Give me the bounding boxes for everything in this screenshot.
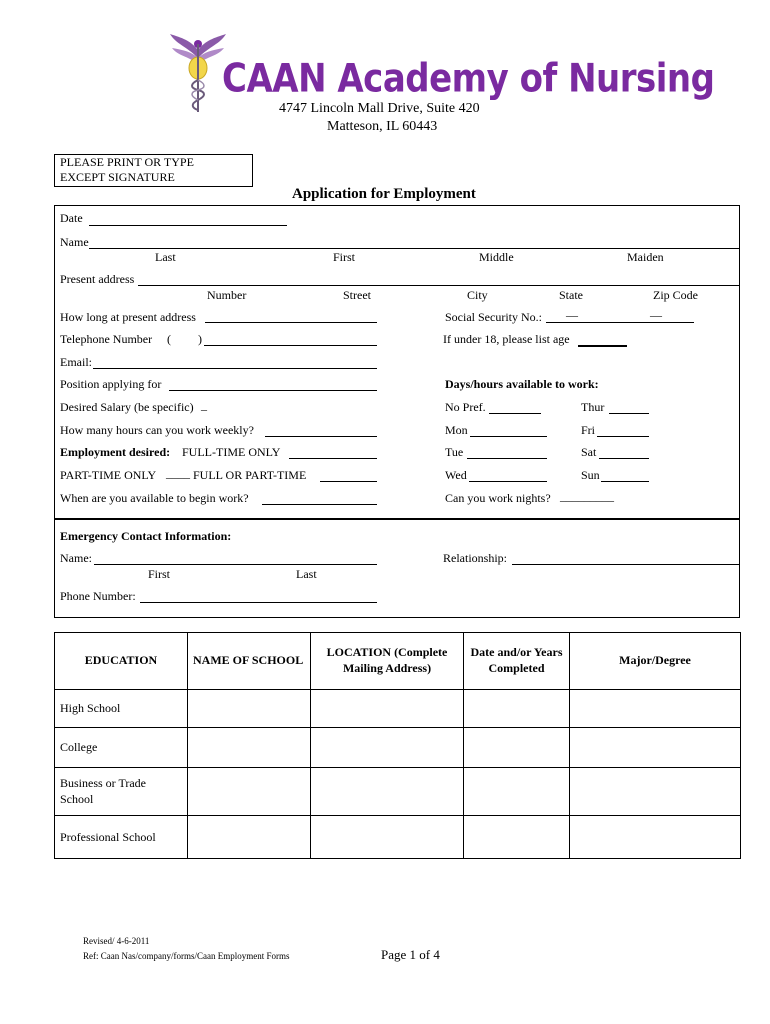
day-tue: Tue — [445, 445, 464, 459]
thur-field[interactable] — [609, 413, 649, 414]
sat-field[interactable] — [599, 458, 649, 459]
emergency-first-label: First — [148, 567, 171, 581]
day-mon: Mon — [445, 423, 468, 437]
page-number: Page 1 of 4 — [381, 947, 440, 962]
present-address-label: Present address — [60, 272, 135, 286]
cell-input[interactable] — [464, 768, 570, 816]
full-or-part-label: FULL OR PART-TIME — [193, 468, 307, 482]
date-years-header: Date and/or Years Completed — [464, 633, 570, 690]
salary-blank[interactable]: _ — [201, 398, 207, 412]
cell-input[interactable] — [188, 768, 311, 816]
cell-input[interactable] — [311, 816, 464, 859]
present-address-field[interactable] — [138, 285, 740, 286]
cell-input[interactable] — [570, 728, 741, 768]
fri-field[interactable] — [597, 436, 649, 437]
ssn-dash-1: — — [566, 308, 578, 322]
mon-field[interactable] — [470, 436, 547, 437]
name-sub-maiden: Maiden — [627, 250, 664, 264]
position-field[interactable] — [169, 390, 377, 391]
day-sun: Sun — [581, 468, 600, 482]
education-table — [54, 632, 741, 859]
address-sub-zip: Zip Code — [653, 288, 698, 302]
table-row — [55, 690, 741, 728]
print-notice-line2: EXCEPT SIGNATURE — [60, 170, 175, 184]
date-field[interactable] — [89, 225, 287, 226]
relationship-field[interactable] — [512, 564, 740, 565]
education-header-row — [55, 633, 741, 690]
major-degree-header: Major/Degree — [570, 633, 741, 690]
telephone-close-paren: ) — [198, 332, 202, 346]
cell-input[interactable] — [464, 728, 570, 768]
how-long-field[interactable] — [205, 322, 377, 323]
day-thur: Thur — [581, 400, 605, 414]
emergency-last-label: Last — [296, 567, 317, 581]
under18-label: If under 18, please list age — [443, 332, 570, 346]
cell-input[interactable] — [570, 816, 741, 859]
cell-input[interactable] — [311, 690, 464, 728]
emergency-name-label: Name: — [60, 551, 92, 565]
emergency-name-field[interactable] — [94, 564, 377, 565]
caduceus-logo-icon — [168, 20, 228, 115]
day-fri: Fri — [581, 423, 596, 437]
ssn-label: Social Security No.: — [445, 310, 542, 324]
cell-input[interactable] — [570, 690, 741, 728]
emergency-title: Emergency Contact Information: — [60, 529, 232, 543]
table-row — [55, 728, 741, 768]
org-name: CAAN Academy of Nursing — [222, 56, 715, 102]
phone-field[interactable] — [140, 602, 377, 603]
footer-ref: Ref: Caan Nas/company/forms/Caan Employment Forms — [83, 951, 290, 961]
how-long-label: How long at present address — [60, 310, 196, 324]
table-row — [55, 816, 741, 859]
cell-input[interactable] — [188, 728, 311, 768]
relationship-label: Relationship: — [443, 551, 507, 565]
email-label: Email: — [60, 355, 92, 369]
tue-field[interactable] — [467, 458, 547, 459]
name-sub-first: First — [333, 250, 356, 264]
telephone-field[interactable] — [204, 345, 377, 346]
name-label: Name — [60, 235, 89, 249]
wed-field[interactable] — [469, 481, 547, 482]
footer-revised: Revised/ 4-6-2011 — [83, 936, 150, 946]
address-sub-number: Number — [207, 288, 247, 302]
name-sub-last: Last — [155, 250, 176, 264]
row-label-business-trade: Business or Trade School — [55, 768, 188, 816]
phone-label: Phone Number: — [60, 589, 136, 603]
position-label: Position applying for — [60, 377, 162, 391]
form-title: Application for Employment — [292, 186, 476, 202]
cell-input[interactable] — [570, 768, 741, 816]
address-sub-street: Street — [343, 288, 371, 302]
address-line1: 4747 Lincoln Mall Drive, Suite 420 — [279, 101, 480, 116]
begin-work-label: When are you available to begin work? — [60, 491, 249, 505]
parttime-blank[interactable]: ____ — [166, 466, 190, 480]
date-label: Date — [60, 211, 83, 225]
print-notice-line1: PLEASE PRINT OR TYPE — [60, 155, 194, 169]
address-sub-city: City — [467, 288, 488, 302]
employment-desired-label: Employment desired: — [60, 445, 171, 459]
cell-input[interactable] — [311, 728, 464, 768]
under18-field[interactable] — [578, 345, 627, 347]
email-field[interactable] — [93, 368, 377, 369]
name-of-school-header: NAME OF SCHOOL — [188, 633, 311, 690]
telephone-label: Telephone Number — [60, 332, 153, 346]
name-sub-middle: Middle — [479, 250, 514, 264]
hours-weekly-field[interactable] — [265, 436, 377, 437]
logo — [168, 20, 228, 115]
hours-weekly-label: How many hours can you work weekly? — [60, 423, 254, 437]
cell-input[interactable] — [311, 768, 464, 816]
sun-field[interactable] — [601, 481, 649, 482]
cell-input[interactable] — [464, 690, 570, 728]
day-sat: Sat — [581, 445, 597, 459]
parttime-label: PART-TIME ONLY — [60, 468, 157, 482]
ssn-dash-2: — — [650, 308, 662, 322]
row-label-college: College — [55, 728, 188, 768]
address-line2: Matteson, IL 60443 — [327, 119, 438, 134]
address-sub-state: State — [559, 288, 583, 302]
location-header: LOCATION (Complete Mailing Address) — [311, 633, 464, 690]
cell-input[interactable] — [188, 690, 311, 728]
table-row — [55, 768, 741, 816]
row-label-professional: Professional School — [55, 816, 188, 859]
telephone-open-paren: ( — [167, 332, 171, 346]
salary-label: Desired Salary (be specific) — [60, 400, 194, 414]
full-or-part-field[interactable] — [320, 481, 377, 482]
day-wed: Wed — [445, 468, 467, 482]
nights-label: Can you work nights? — [445, 491, 551, 505]
row-label-high-school: High School — [55, 690, 188, 728]
nights-blank[interactable]: _________ — [560, 489, 614, 503]
no-pref-field[interactable] — [489, 413, 541, 414]
cell-input[interactable] — [188, 816, 311, 859]
print-notice-box — [54, 154, 253, 187]
fulltime-label: FULL-TIME ONLY — [182, 445, 281, 459]
fulltime-field[interactable] — [289, 458, 377, 459]
day-no-pref: No Pref. — [445, 400, 486, 414]
begin-work-field[interactable] — [262, 504, 377, 505]
name-field[interactable] — [89, 248, 740, 249]
cell-input[interactable] — [464, 816, 570, 859]
days-title: Days/hours available to work: — [445, 377, 599, 391]
education-header: EDUCATION — [55, 633, 188, 690]
